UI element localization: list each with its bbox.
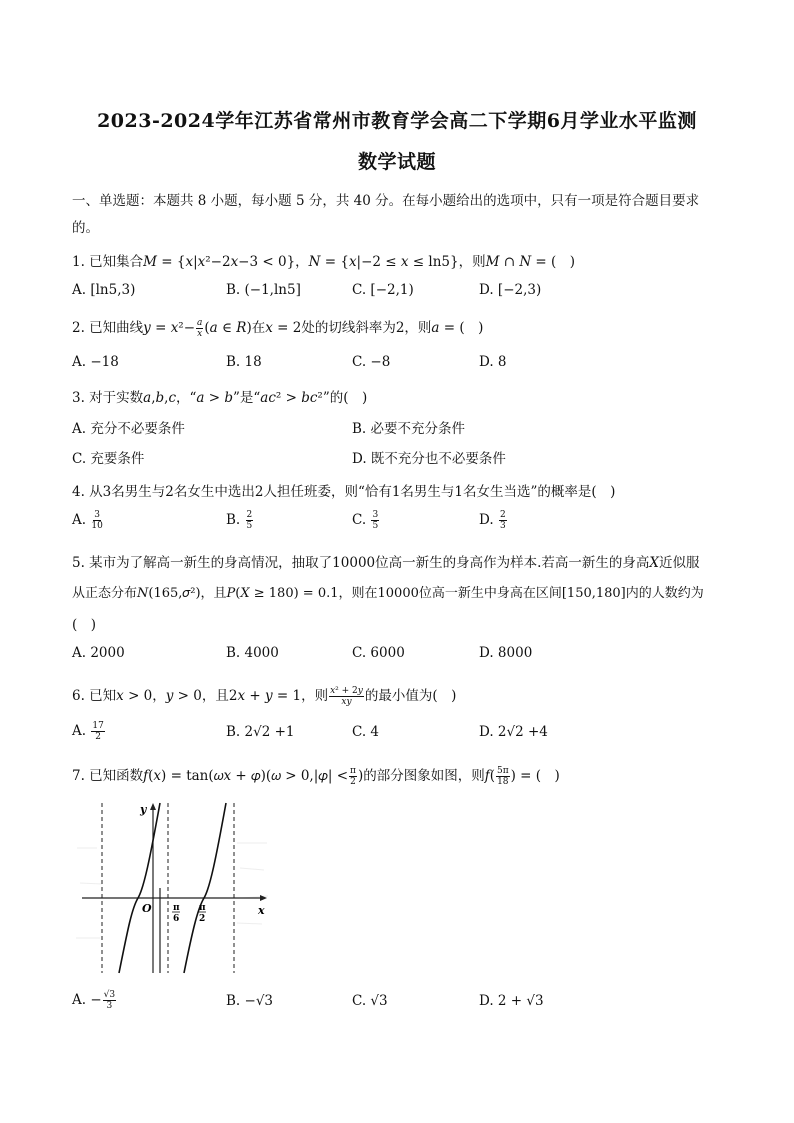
question-4-stem: 4. 从3名男生与2名女生中选出2人担任班委，则“恰有1名男生与1名女生当选”的概率是( ) [72,484,616,500]
q7-a-fraction [103,990,116,1011]
q2-stem-pre: 2. 已知曲线𝑦 = 𝑥²− [72,320,196,336]
q4-d-fraction [499,510,507,531]
question-6-stem [72,684,456,707]
q4-c-num: 3 [372,510,379,520]
q4-a-fraction [91,510,102,531]
q4-a-den: 10 [91,521,103,531]
q4-d-label: D. [479,512,494,528]
q1-option-c: C. [−2,1) [352,282,414,298]
q7-a-num: √3 [103,990,116,1000]
q6-fraction [329,686,364,707]
q4-a-num: 3 [94,510,100,520]
q6-stem-pre: 6. 已知𝑥 > 0，𝑦 > 0，且2𝑥 + 𝑦 = 1，则 [72,688,329,704]
q6-option-b: B. 2√2 +1 [226,724,295,740]
q4-c-fraction [371,510,379,531]
q1-option-d: D. [−2,3) [479,282,542,298]
tick-pi2-num: π [199,903,206,913]
tangent-branch-2 [184,803,226,973]
q4-c-label: C. [352,512,367,528]
y-axis-label: y [140,803,147,816]
question-5-stem-line-1: 5. 某市为了解高一新生的身高情况，抽取了10000位高一新生的身高作为样本.若高一新生的身高𝑋近似服 [72,555,700,571]
tangent-branch-1 [119,803,160,973]
q1-option-b: B. (−1,ln5] [226,282,301,298]
question-2-stem [72,316,483,339]
q5-option-a: A. 2000 [72,645,125,661]
q7-option-c: C. √3 [352,993,388,1009]
q7-option-a [72,990,117,1011]
q7-stem-pre: 7. 已知函数𝑓(𝑥) = tan(𝜔𝑥 + 𝜑)(𝜔 > 0,|𝜑| < [72,768,349,784]
q7-a-label: A. − [72,992,102,1008]
q4-d-den: 3 [499,521,506,531]
q7-option-d: D. 2 + √3 [479,993,544,1009]
tick-pi6-den: 6 [173,914,180,924]
q7-frac2-num: 5π [496,766,509,776]
q6-a-fraction [91,721,104,742]
q4-option-a [72,510,104,531]
q1-option-a: A. [ln5,3) [72,282,136,298]
q6-frac-num: 𝑥² + 2𝑦 [330,686,363,696]
q2-option-a: A. −18 [72,354,119,370]
q3-option-c: C. 充要条件 [72,451,145,467]
q7-a-den: 3 [106,1001,113,1011]
q7-stem-mid: )的部分图象如图，则𝑓( [357,768,495,784]
q6-a-den: 2 [95,732,101,742]
section-intro-line-2: 的。 [72,220,99,236]
y-axis-arrow-icon [150,803,156,810]
q7-frac1-den: 2 [350,777,356,787]
tangent-graph-figure [72,798,272,978]
title-line-2: 数学试题 [357,151,436,173]
q2-fraction [196,318,203,339]
title-line-1: 2023-2024学年江苏省常州市教育学会高二下学期6月学业水平监测 [97,110,697,132]
origin-label: O [142,902,152,915]
scan-noise [76,843,268,938]
tick-pi2-den: 2 [199,914,206,924]
question-5-stem-line-3: ( ) [72,617,97,633]
q7-fraction-2 [496,766,510,787]
q7-option-b: B. −√3 [226,993,274,1009]
q7-stem-post: ) = ( ) [510,768,560,784]
q7-fraction-1 [349,766,357,787]
x-axis-label: x [258,904,265,917]
q7-frac1-num: π [350,766,356,776]
q4-c-den: 5 [372,521,379,531]
q6-stem-post: 的最小值为( ) [364,688,457,704]
q2-option-d: D. 8 [479,354,507,370]
q6-option-a [72,721,106,742]
q2-option-b: B. 18 [226,354,262,370]
q6-a-num: 17 [92,721,104,731]
q6-option-d: D. 2√2 +4 [479,724,548,740]
q3-option-b: B. 必要不充分条件 [352,421,466,437]
question-3-stem: 3. 对于实数𝑎,𝑏,𝑐，“𝑎 > 𝑏”是“𝑎𝑐² > 𝑏𝑐²”的( ) [72,390,368,406]
q7-frac2-den: 18 [497,777,509,787]
q4-d-num: 2 [499,510,506,520]
q4-b-fraction [246,510,254,531]
q3-option-d: D. 既不充分也不必要条件 [352,451,506,467]
q4-b-den: 5 [246,521,253,531]
q6-option-c: C. 4 [352,724,380,740]
q6-a-label: A. [72,723,87,739]
q5-option-b: B. 4000 [226,645,279,661]
section-intro-line-1: 一、单选题：本题共 8 小题，每小题 5 分，共 40 分。在每小题给出的选项中，只有一项是符合题目要求 [72,193,700,209]
q4-option-c [352,510,380,531]
question-5-stem-line-2: 从正态分布𝑁(165,𝜎²)，且𝑃(𝑋 ≥ 180) = 0.1，则在10000位高一新生中身高在区间[150,180]内的人数约为 [72,586,704,601]
q2-frac-den: 𝑥 [197,329,203,339]
q4-option-b [226,510,254,531]
q2-frac-num: 𝑎 [197,318,203,328]
question-7-stem [72,764,560,787]
q4-option-d [479,510,508,531]
q2-option-c: C. −8 [352,354,391,370]
q4-b-num: 2 [246,510,253,520]
question-1-stem: 1. 已知集合𝑀 = {𝑥|𝑥²−2𝑥−3 < 0}，𝑁 = {𝑥|−2 ≤ 𝑥 ≤ ln5}，则𝑀 ∩ 𝑁 = ( ) [72,254,576,270]
q5-option-c: C. 6000 [352,645,405,661]
tick-pi6-num: π [173,903,180,913]
q6-frac-den: 𝑥𝑦 [341,697,352,707]
q2-stem-post: (𝑎 ∈ 𝑅)在𝑥 = 2处的切线斜率为2，则𝑎 = ( ) [204,320,484,336]
q3-option-a: A. 充分不必要条件 [72,421,185,437]
q5-option-d: D. 8000 [479,645,533,661]
q4-a-label: A. [72,512,87,528]
q4-b-label: B. [226,512,241,528]
